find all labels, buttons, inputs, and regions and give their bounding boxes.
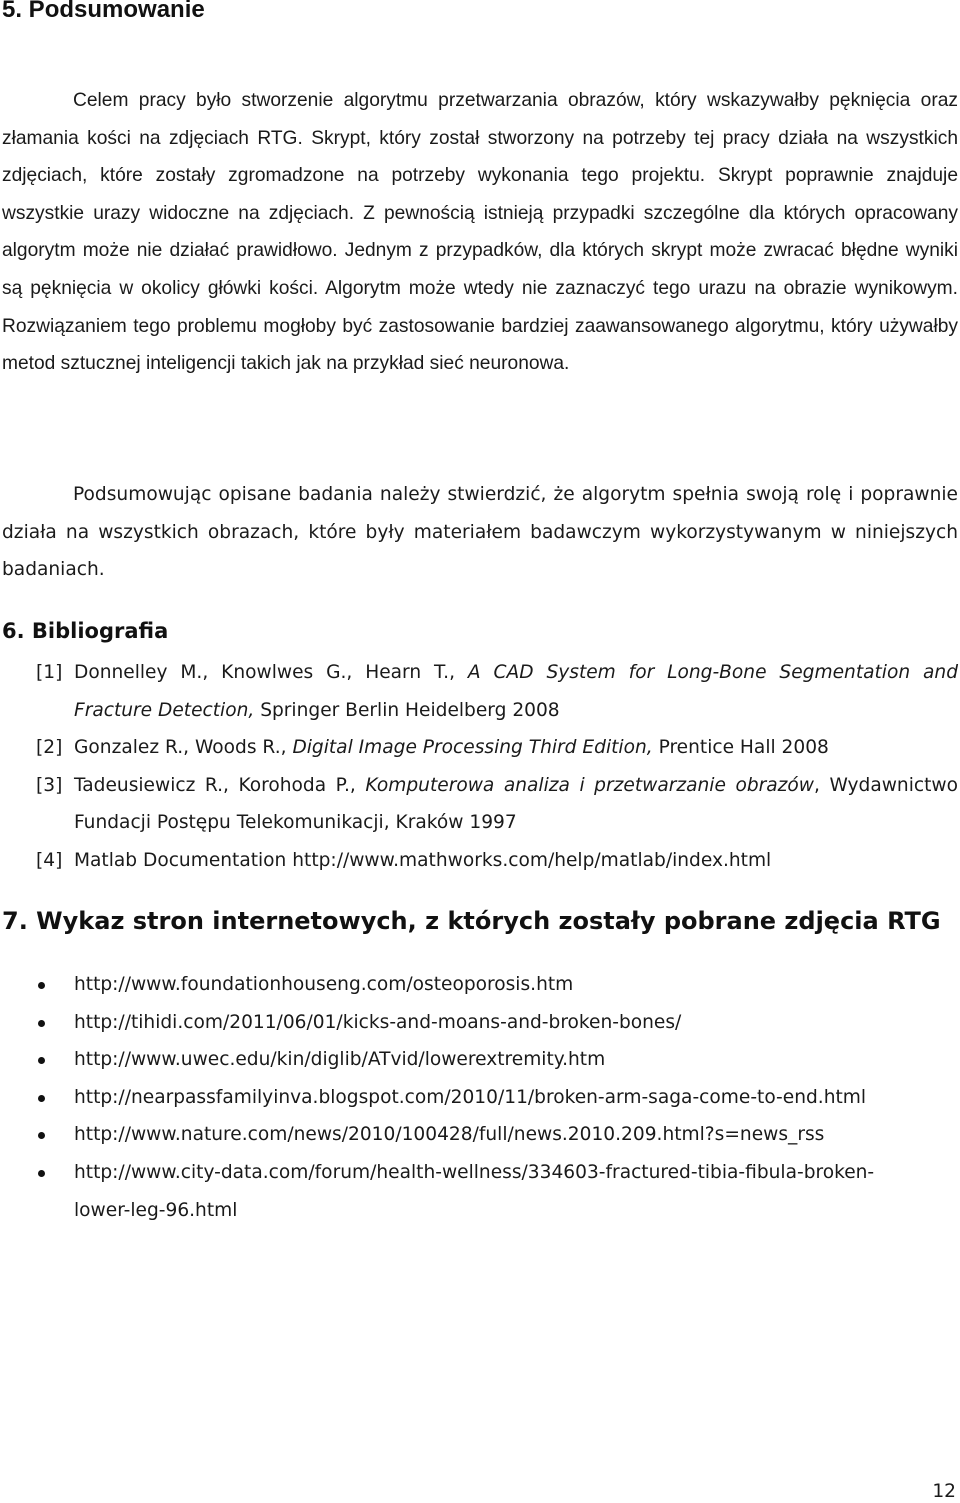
summary-paragraph-2: Podsumowując opisane badania należy stwierdzić, że algorytm spełnia swoją rolę i poprawnie działa na wszystkich obrazach, które były materiałem badawczym wykorzystywanym w niniejszych badaniach. — [2, 484, 958, 581]
website-link[interactable]: http://www.foundationhouseng.com/osteoporosis.htm — [74, 974, 574, 995]
section-heading-wykaz-stron: 7. Wykaz stron internetowych, z których zostały pobrane zdjęcia RTG — [2, 907, 941, 935]
website-list-item — [2, 1116, 902, 1154]
website-link[interactable]: http://www.city-data.com/forum/health-wellness/334603-fractured-tibia-fibula-broken-lower-leg-96.html — [74, 1161, 875, 1221]
bullet-icon — [38, 1170, 45, 1177]
bibliography-item — [2, 842, 958, 880]
summary-paragraph-1: Celem pracy było stworzenie algorytmu przetwarzania obrazów, który wskazywałby pęknięcia oraz złamania kości na zdjęciach RTG. Skrypt, który został stworzony na potrzeby tej pracy działa na wszystkich zdjęciach, które zostały zgromadzone na potrzeby wykonania tego projektu. Skrypt poprawnie znajduje wszystkie urazy widoczne na zdjęciach. Z pewnością istnieją przypadki szczególne dla których opracowany algorytm może nie działać prawidłowo. Jednym z przypadków, dla których skrypt może zwracać błędne wyniki są pęknięcia w okolicy główki kości. Algorytm może wtedy nie zaznaczyć tego urazu na obrazie wynikowym. Rozwiązaniem tego problemu mogłoby być zastosowanie bardziej zaawansowanego algorytmu, który używałby metod sztucznej inteligencji takich jak na przykład sieć neuronowa. — [2, 90, 958, 375]
bibliography-authors: Matlab Documentation — [74, 849, 287, 871]
bibliography-authors: Gonzalez R., Woods R., — [74, 737, 287, 759]
website-list-item — [2, 1004, 902, 1042]
bullet-icon — [38, 1020, 45, 1027]
page-number: 12 — [932, 1481, 956, 1502]
bibliography-url[interactable]: http://www.mathworks.com/help/matlab/index.html — [292, 849, 772, 871]
website-link[interactable]: http://www.nature.com/news/2010/100428/full/news.2010.209.html?s=news_rss — [74, 1124, 825, 1146]
website-list-item — [2, 1154, 904, 1229]
bibliography-publisher: Prentice Hall 2008 — [658, 737, 829, 759]
bibliography-list — [2, 654, 958, 880]
website-link[interactable]: http://tihidi.com/2011/06/01/kicks-and-moans-and-broken-bones/ — [74, 1011, 682, 1033]
website-list-item — [2, 1079, 874, 1117]
website-link[interactable]: http://www.uwec.edu/kin/diglib/ATvid/lowerextremity.htm — [74, 1049, 606, 1071]
website-link[interactable]: http://nearpassfamilyinva.blogspot.com/2010/11/broken-arm-saga-come-to-end.html — [74, 1086, 867, 1108]
bibliography-title: Digital Image Processing Third Edition, — [292, 737, 653, 759]
bibliography-authors: Donnelley M., Knowlwes G., Hearn T., — [74, 662, 456, 683]
section-heading-podsumowanie: 5. Podsumowanie — [2, 0, 205, 23]
bibliography-authors: Tadeusiewicz R., Korohoda P., — [74, 774, 356, 796]
bibliography-number: [2] — [36, 737, 63, 759]
bibliography-publisher: Springer Berlin Heidelberg 2008 — [260, 699, 560, 721]
section-heading-bibliografia: 6. Bibliografia — [2, 619, 169, 643]
bibliography-number: [1] — [36, 662, 63, 683]
bibliography-item — [2, 654, 958, 729]
website-list-item — [2, 1041, 902, 1079]
bibliography-title: Komputerowa analiza i przetwarzanie obrazów — [365, 774, 815, 796]
bullet-icon — [38, 982, 45, 989]
bullet-icon — [38, 1132, 45, 1139]
bibliography-item — [2, 729, 958, 767]
bullet-icon — [38, 1095, 45, 1102]
bullet-icon — [38, 1057, 45, 1064]
website-list — [2, 966, 902, 1229]
bibliography-number: [4] — [36, 849, 63, 871]
bibliography-number: [3] — [36, 774, 63, 796]
website-list-item — [2, 966, 902, 1004]
bibliography-item — [2, 767, 958, 842]
bibliography-publisher: , Wydawnictwo Fundacji Postępu Telekomunikacji, Kraków 1997 — [74, 774, 958, 834]
bibliography-title: A CAD System for Long-Bone Segmentation and Fracture Detection, — [74, 662, 958, 721]
